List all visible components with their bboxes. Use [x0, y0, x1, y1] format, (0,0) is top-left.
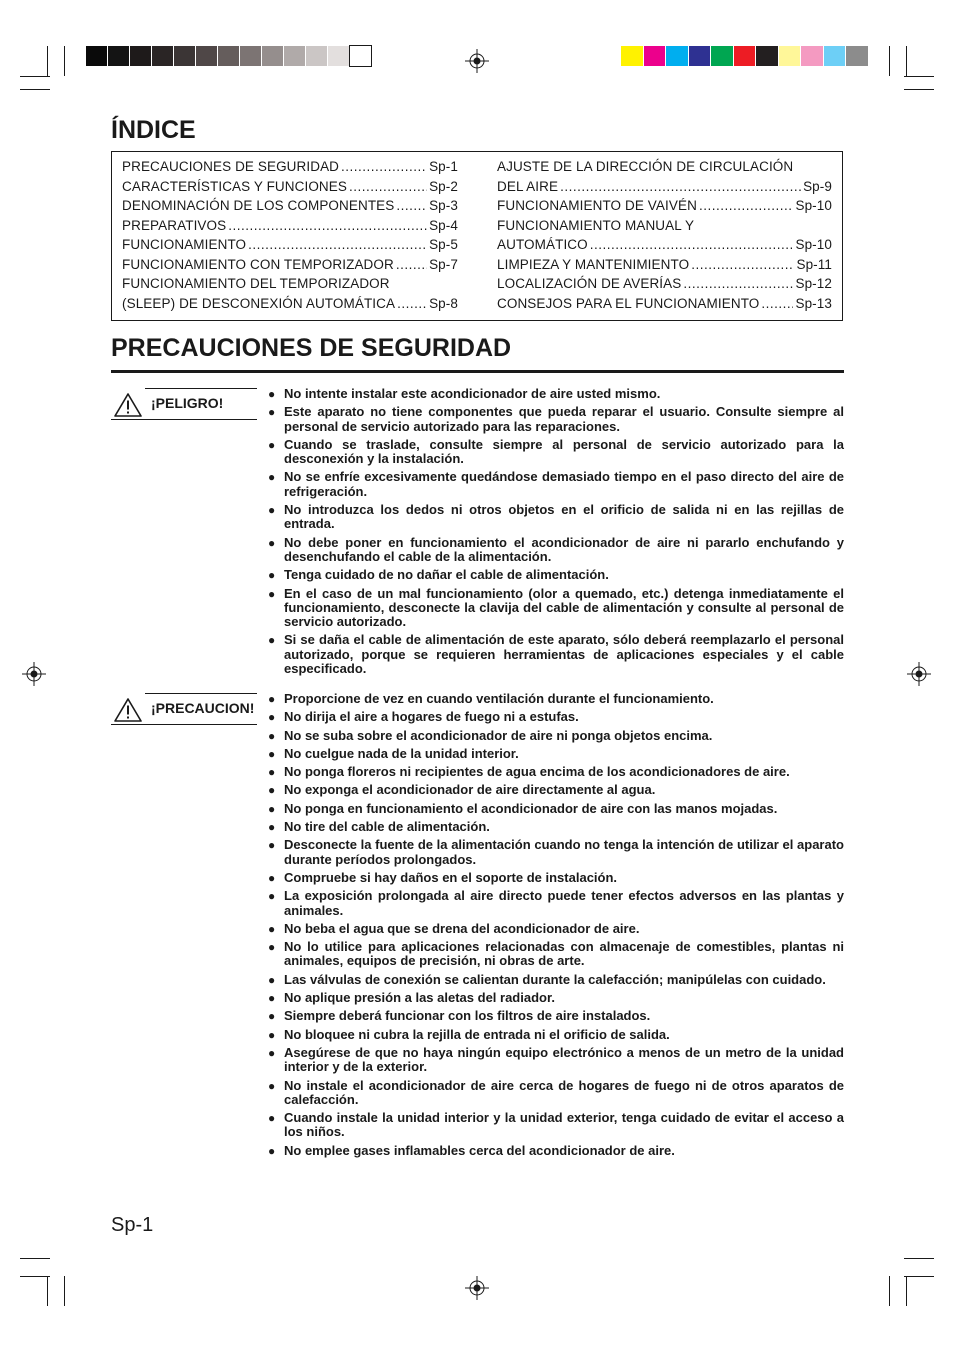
toc-entry [497, 177, 832, 197]
toc-entry-title: DENOMINACIÓN DE LOS COMPONENTES [122, 198, 395, 213]
toc-leader-dots [761, 294, 793, 314]
toc-entry-title: LOCALIZACIÓN DE AVERÍAS [497, 276, 682, 291]
toc-entry-title: FUNCIONAMIENTO DE VAIVÉN [497, 198, 697, 213]
color-swatch [328, 46, 349, 66]
toc-leader-dots [396, 255, 427, 275]
toc-entry-page: Sp-13 [795, 295, 832, 311]
toc-entry-page: Sp-5 [429, 237, 458, 252]
toc-entry-page: Sp-4 [429, 217, 458, 233]
registration-mark-icon [907, 662, 931, 686]
table-of-contents [111, 151, 843, 321]
color-swatch [262, 46, 283, 66]
precaution-item: ● No emplee gases inflamables cerca del acondicionador de aire. [268, 1144, 844, 1158]
section-divider [111, 370, 844, 373]
toc-entry-page: Sp-9 [803, 178, 832, 194]
safety-title: PRECAUCIONES DE SEGURIDAD [111, 334, 512, 362]
warning-triangle-icon [113, 392, 143, 418]
color-swatch [689, 46, 711, 66]
precaution-item: ● No aplique presión a las aletas del radiador. [268, 991, 844, 1005]
toc-leader-dots [397, 294, 427, 314]
color-swatch [666, 46, 688, 66]
toc-entry-page: Sp-3 [429, 198, 458, 213]
toc-entry-title: CARACTERÍSTICAS Y FUNCIONES [122, 178, 347, 194]
toc-entry [122, 235, 458, 255]
color-swatch [824, 46, 846, 66]
toc-entry [497, 294, 832, 314]
color-swatch [621, 46, 643, 66]
registration-mark-icon [465, 49, 489, 73]
color-swatch [284, 46, 305, 66]
caution-label [111, 693, 257, 725]
toc-entry-title: LIMPIEZA Y MANTENIMIENTO [497, 256, 690, 272]
precaution-item: ● En el caso de un mal funcionamiento (olor a quemado, etc.) detenga inmediatamente el funcionamiento, desconecte la clavija del cable de alimentación y consulte al personal de servicio autorizado. [268, 587, 844, 630]
precaution-item: ● No se enfríe excesivamente quedándose demasiado tiempo en el paso directo del aire de refrigeración. [268, 470, 844, 499]
precaution-item: ● Siempre deberá funcionar con los filtros de aire instalados. [268, 1009, 844, 1023]
color-swatch [711, 46, 733, 66]
registration-mark-icon [465, 1276, 489, 1300]
toc-leader-dots [248, 235, 427, 255]
toc-entry-page: Sp-10 [795, 198, 832, 213]
precaution-item: ● Desconecte la fuente de la alimentación cuando no tenga la intención de utilizar el aparato durante períodos prolongados. [268, 838, 844, 867]
precaution-item: ● Tenga cuidado de no dañar el cable de alimentación. [268, 568, 844, 582]
toc-entry-title: FUNCIONAMIENTO CON TEMPORIZADOR [122, 256, 394, 272]
precaution-item: ● No beba el agua que se drena del acondicionador de aire. [268, 922, 844, 936]
page-number: Sp-1 [111, 1214, 154, 1236]
precaution-item: ● No dirija el aire a hogares de fuego ni a estufas. [268, 710, 844, 724]
indice-title: ÍNDICE [111, 116, 196, 144]
color-swatch [644, 46, 666, 66]
toc-entry [497, 157, 832, 177]
toc-entry [122, 294, 458, 314]
color-swatch [86, 46, 107, 66]
toc-entry [497, 274, 832, 294]
color-swatch [240, 46, 261, 66]
toc-leader-dots [691, 255, 794, 275]
precaution-item: ● No debe poner en funcionamiento el acondicionador de aire ni pararlo enchufando y desenchufando el cable de la alimentación. [268, 536, 844, 565]
precaution-item: ● No bloquee ni cubra la rejilla de entrada ni el orificio de salida. [268, 1028, 844, 1042]
color-swatch [801, 46, 823, 66]
toc-leader-dots [396, 196, 427, 216]
precaution-item: ● No tire del cable de alimentación. [268, 820, 844, 834]
color-swatch [196, 46, 217, 66]
color-swatch [130, 46, 151, 66]
toc-leader-dots [228, 216, 427, 236]
toc-entry-page: Sp-11 [796, 256, 832, 272]
toc-entry [497, 235, 832, 255]
danger-label-text: ¡PELIGRO! [151, 395, 224, 411]
precaution-item: ● No intente instalar este acondicionador de aire usted mismo. [268, 387, 844, 401]
toc-entry-title: (SLEEP) DE DESCONEXIÓN AUTOMÁTICA [122, 295, 396, 311]
toc-entry-title: CONSEJOS PARA EL FUNCIONAMIENTO [497, 295, 760, 311]
toc-entry-page: Sp-8 [429, 295, 458, 311]
toc-leader-dots [349, 177, 427, 197]
danger-label [111, 388, 257, 420]
color-swatch [174, 46, 195, 66]
toc-entry [122, 216, 458, 236]
toc-entry-title: PREPARATIVOS [122, 217, 227, 233]
precaution-item: ● No introduzca los dedos ni otros objetos en el orificio de salida ni en las rejillas de entrada. [268, 503, 844, 532]
precaution-item: ● Compruebe si hay daños en el soporte de instalación. [268, 871, 844, 885]
color-swatch [779, 46, 801, 66]
toc-leader-dots [699, 196, 794, 216]
toc-entry-page: Sp-12 [795, 276, 832, 291]
danger-list [268, 387, 844, 680]
toc-entry-page: Sp-7 [429, 256, 458, 272]
precaution-item: ● Asegúrese de que no haya ningún equipo electrónico a menos de un metro de la unidad interior y de la exterior. [268, 1046, 844, 1075]
precaution-item: ● No instale el acondicionador de aire cerca de hogares de fuego ni de otros aparatos de calefacción. [268, 1079, 844, 1108]
caution-label-text: ¡PRECAUCION! [151, 700, 255, 716]
toc-entry-title: AUTOMÁTICO [497, 237, 588, 252]
color-swatch [350, 46, 371, 66]
toc-entry [122, 157, 458, 177]
color-swatch [108, 46, 129, 66]
toc-entry [122, 255, 458, 275]
toc-leader-dots [590, 235, 794, 255]
precaution-item: ● No lo utilice para aplicaciones relacionadas con almacenaje de comestibles, plantas ni animales, equipos de precisión, ni obras de arte. [268, 940, 844, 969]
toc-entry [497, 255, 832, 275]
precaution-item: ● No se suba sobre el acondicionador de aire ni ponga objetos encima. [268, 729, 844, 743]
toc-entry-title: PRECAUCIONES DE SEGURIDAD [122, 159, 340, 174]
precaution-item: ● Las válvulas de conexión se calientan durante la calefacción; manipúlelas con cuidado. [268, 973, 844, 987]
toc-entry-title: FUNCIONAMIENTO MANUAL Y [497, 217, 695, 233]
color-swatch [756, 46, 778, 66]
caution-list [268, 692, 844, 1162]
color-swatch [846, 46, 868, 66]
color-swatch [218, 46, 239, 66]
warning-triangle-icon [113, 697, 143, 723]
toc-entry-title: DEL AIRE [497, 178, 559, 194]
precaution-item: ● Cuando instale la unidad interior y la unidad exterior, tenga cuidado de evitar el acceso a los niños. [268, 1111, 844, 1140]
precaution-item: ● No exponga el acondicionador de aire directamente al agua. [268, 783, 844, 797]
toc-entry-page: Sp-1 [429, 159, 458, 174]
toc-column-left [122, 157, 458, 313]
toc-column-right [497, 157, 832, 313]
toc-entry [497, 216, 832, 236]
precaution-item: ● No ponga floreros ni recipientes de agua encima de los acondicionadores de aire. [268, 765, 844, 779]
toc-entry [122, 177, 458, 197]
toc-entry-page: Sp-10 [795, 237, 832, 252]
precaution-item: ● La exposición prolongada al aire directo puede tener efectos adversos en las plantas y animales. [268, 889, 844, 918]
precaution-item: ● Proporcione de vez en cuando ventilación durante el funcionamiento. [268, 692, 844, 706]
toc-entry-title: AJUSTE DE LA DIRECCIÓN DE CIRCULACIÓN [497, 159, 794, 174]
toc-entry-page: Sp-2 [429, 178, 458, 194]
color-swatch [152, 46, 173, 66]
precaution-item: ● Si se daña el cable de alimentación de este aparato, sólo deberá reemplazarlo el personal autorizado, porque se requieren herramientas de aplicaciones especiales y el cable especificado. [268, 633, 844, 676]
toc-entry-title: FUNCIONAMIENTO [122, 237, 247, 252]
toc-entry-title: FUNCIONAMIENTO DEL TEMPORIZADOR [122, 276, 390, 291]
precaution-item: ● Cuando se traslade, consulte siempre al personal de servicio autorizado para la desconexión y la instalación. [268, 438, 844, 467]
toc-leader-dots [560, 177, 801, 197]
color-swatch [306, 46, 327, 66]
color-swatch [734, 46, 756, 66]
precaution-item: ● No cuelgue nada de la unidad interior. [268, 747, 844, 761]
toc-entry [122, 196, 458, 216]
precaution-item: ● Este aparato no tiene componentes que pueda reparar el usuario. Consulte siempre al personal de servicio autorizado para las reparaciones. [268, 405, 844, 434]
toc-entry [497, 196, 832, 216]
precaution-item: ● No ponga en funcionamiento el acondicionador de aire con las manos mojadas. [268, 802, 844, 816]
registration-mark-icon [22, 662, 46, 686]
toc-leader-dots [341, 157, 427, 177]
toc-leader-dots [683, 274, 793, 294]
toc-entry [122, 274, 458, 294]
